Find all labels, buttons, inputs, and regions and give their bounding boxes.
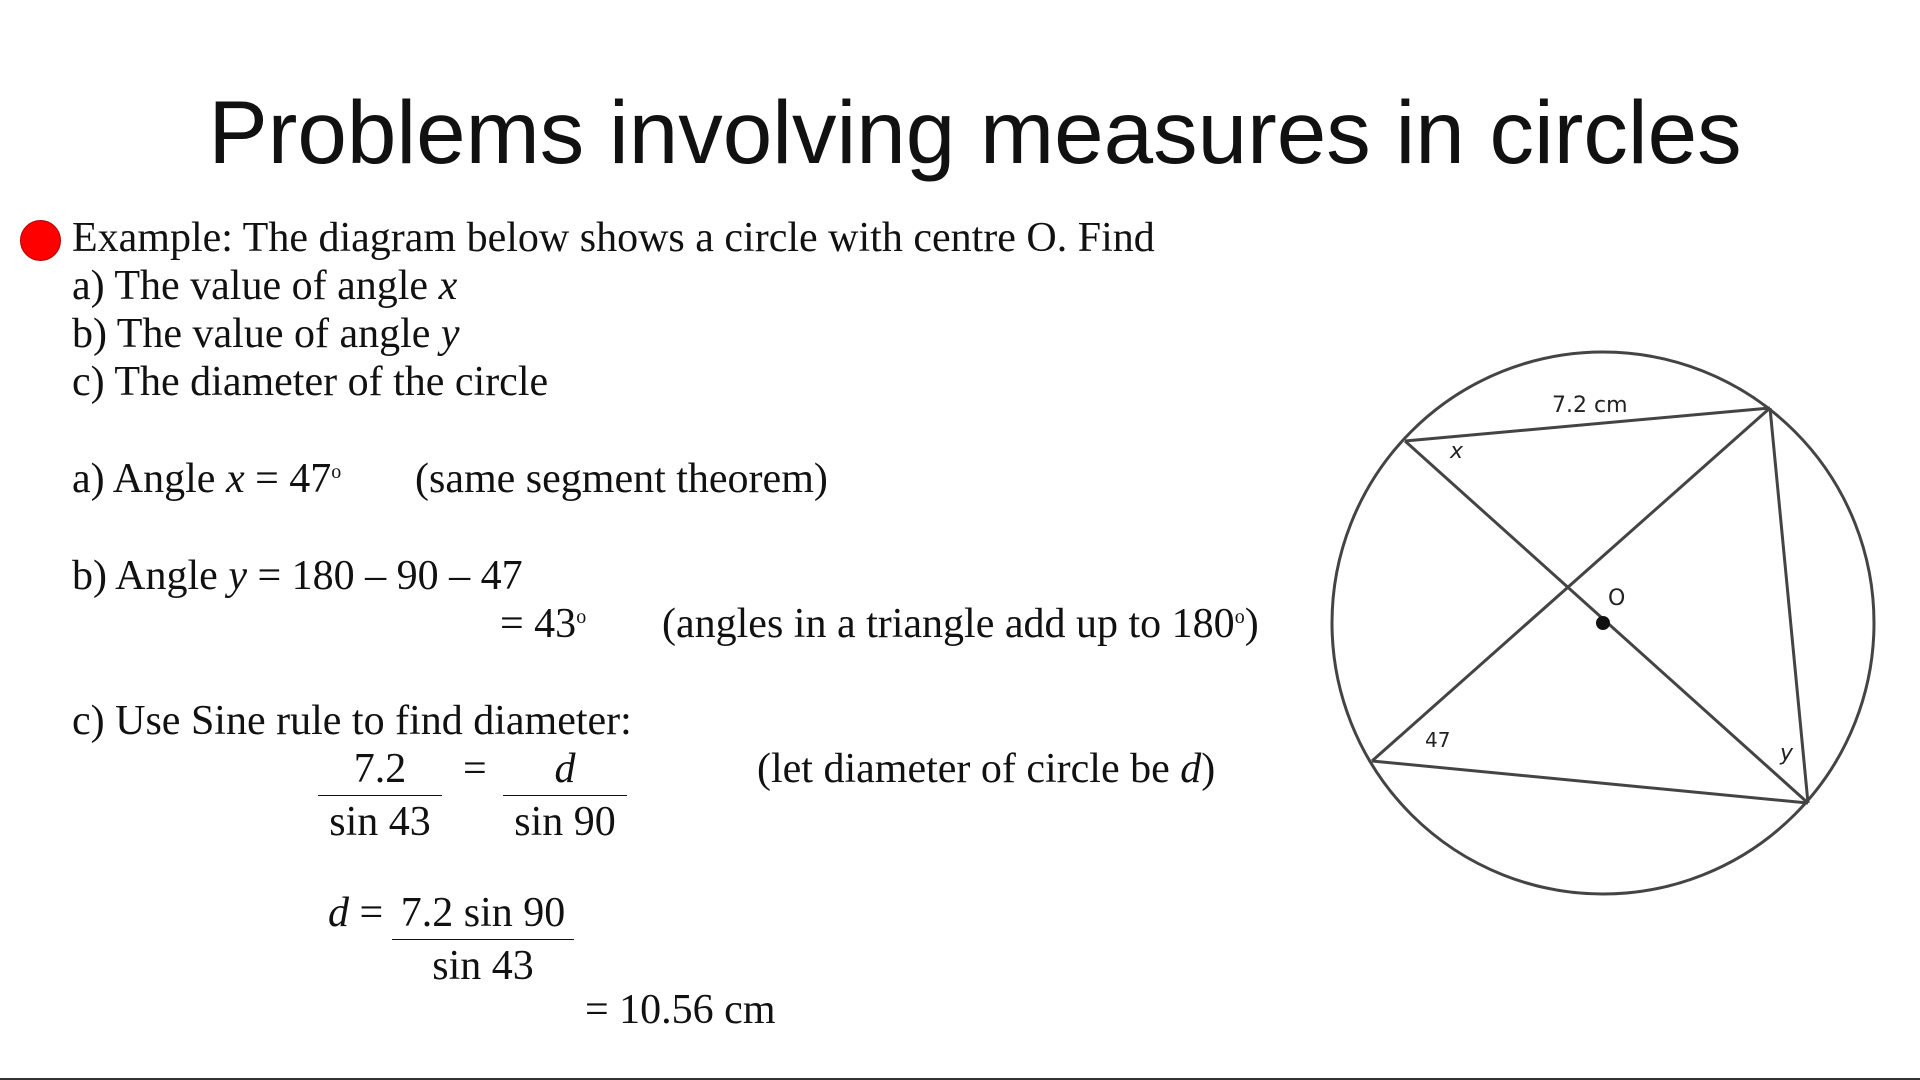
equals-sign: = <box>463 746 487 792</box>
d-equation-lhs <box>328 889 383 937</box>
fraction-denominator: sin 90 <box>514 799 616 845</box>
answer-a <box>72 455 341 503</box>
fraction-denominator: sin 43 <box>329 799 431 845</box>
circle-diagram <box>1300 330 1900 930</box>
fraction-numerator: d <box>503 745 627 796</box>
question-a <box>72 262 457 310</box>
d-var: d <box>328 890 349 936</box>
answer-b-var: y <box>228 553 247 599</box>
answer-b-expr: = 180 – 90 – 47 <box>246 553 523 599</box>
centre-point <box>1596 616 1610 630</box>
angle-y-label: y <box>1780 741 1794 766</box>
answer-a-value: = 47 <box>244 456 332 502</box>
answer-a-degree: o <box>331 461 342 483</box>
diameter-note <box>757 745 1215 793</box>
answer-c-heading: c) Use Sine rule to find diameter: <box>72 698 632 744</box>
fraction-numerator: 7.2 sin 90 <box>392 889 574 940</box>
centre-label: O <box>1608 586 1626 611</box>
question-a-text: a) The value of angle <box>72 263 439 309</box>
fraction-d-solution <box>392 889 574 990</box>
fraction-denominator: sin 43 <box>432 943 534 989</box>
d-equals: = <box>349 890 384 936</box>
diagonal-line <box>1372 408 1770 761</box>
question-b <box>72 310 460 358</box>
chord-length-label: 7.2 cm <box>1552 393 1628 418</box>
answer-b-reason <box>662 600 1259 648</box>
answer-b-reason-text: (angles in a triangle add up to 180 <box>662 601 1235 647</box>
bullet-dot-icon <box>20 220 61 261</box>
question-b-text: b) The value of angle <box>72 311 441 357</box>
question-intro: Example: The diagram below shows a circle with centre O. Find <box>72 215 1155 261</box>
slide-title: Problems involving measures in circles <box>208 82 1742 182</box>
fraction-7.2-over-sin43 <box>318 745 442 846</box>
answer-b-prefix: b) Angle <box>72 553 229 599</box>
answer-b-result <box>500 600 586 648</box>
diameter-note-var: d <box>1180 746 1202 792</box>
diameter-note-close: ) <box>1201 746 1216 792</box>
answer-b-reason-degree: o <box>1234 606 1245 628</box>
chord-bottom <box>1372 761 1808 803</box>
answer-a-var: x <box>225 456 245 502</box>
answer-a-prefix: a) Angle <box>72 456 226 502</box>
final-answer: = 10.56 cm <box>585 987 776 1033</box>
fraction-d-over-sin90 <box>503 745 627 846</box>
answer-b-degree: o <box>576 606 587 628</box>
answer-b <box>72 552 523 600</box>
answer-a-reason: (same segment theorem) <box>415 456 828 502</box>
diameter-note-text: (let diameter of circle be <box>757 746 1181 792</box>
answer-b-reason-close: ) <box>1244 601 1259 647</box>
angle-47-label: 47 <box>1425 728 1451 752</box>
question-b-var: y <box>440 311 460 357</box>
question-a-var: x <box>438 263 458 309</box>
angle-x-label: x <box>1450 439 1464 464</box>
question-c: c) The diameter of the circle <box>72 359 549 405</box>
fraction-numerator: 7.2 <box>318 745 442 796</box>
answer-b-result-value: = 43 <box>500 601 577 647</box>
